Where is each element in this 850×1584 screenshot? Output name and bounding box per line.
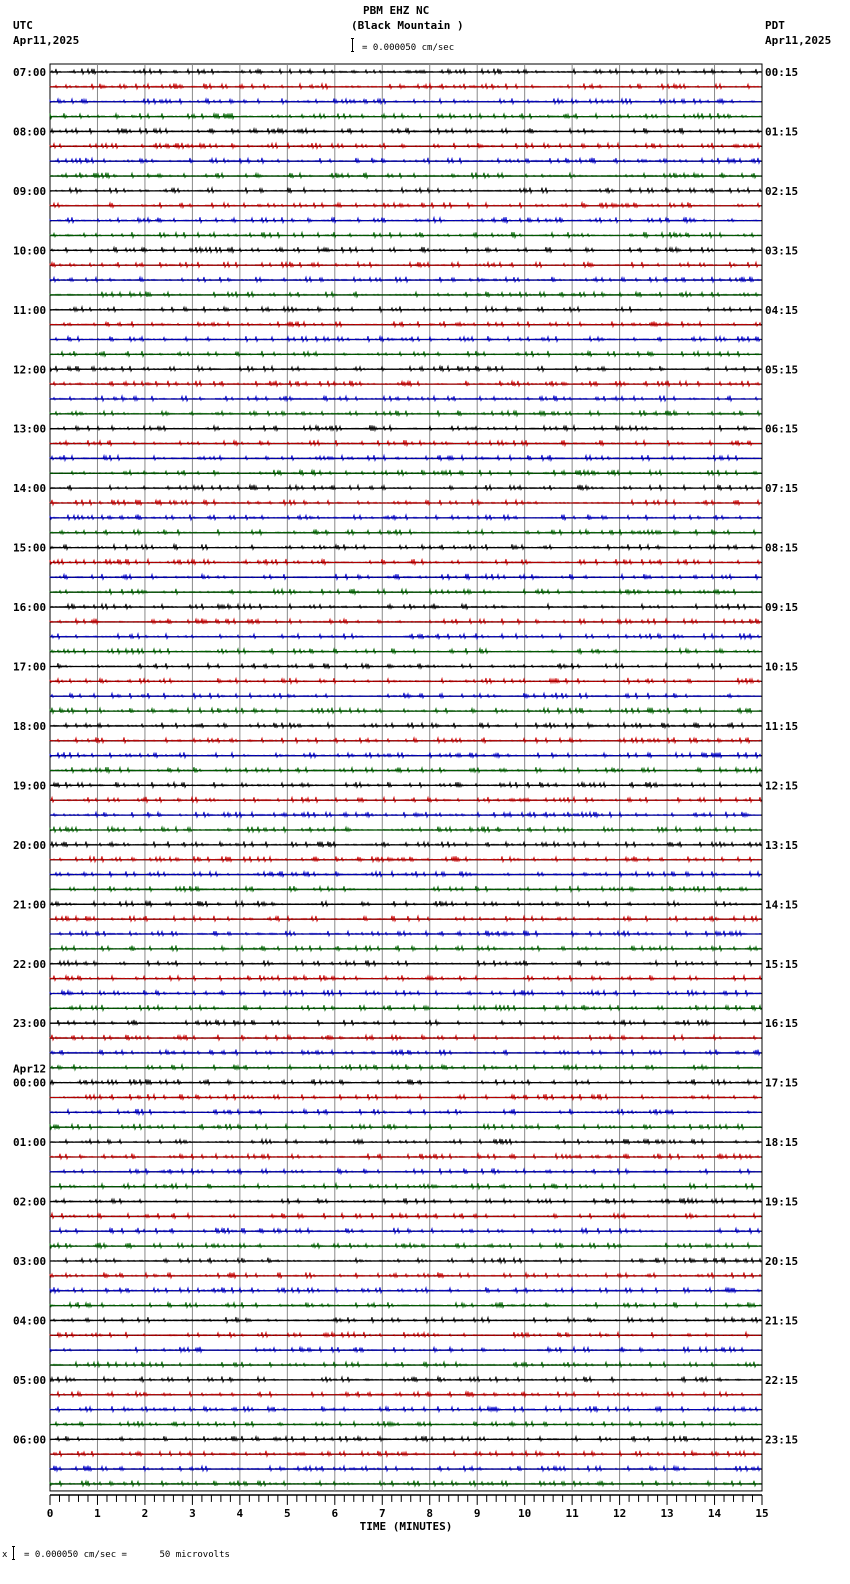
left-date: Apr11,2025 [13,34,80,47]
seismic-trace [50,663,761,668]
seismic-trace [50,1347,761,1353]
seismic-trace [50,841,761,847]
seismic-trace [50,1391,761,1396]
seismic-trace [50,708,761,714]
pdt-hour-label: 11:15 [765,719,799,733]
seismic-trace [50,366,761,372]
seismic-trace [50,1421,761,1426]
x-tick-label: 12 [612,1506,627,1520]
seismic-trace [50,321,761,327]
seismic-trace [50,1198,761,1203]
right-date: Apr11,2025 [765,34,832,47]
utc-hour-label: 14:00 [13,482,47,496]
seismic-trace [50,752,761,758]
seismic-trace [50,737,761,743]
seismic-trace [50,514,761,520]
x-tick-label: 7 [378,1506,386,1520]
right-timezone: PDT [765,19,785,32]
x-tick-label: 15 [755,1506,769,1520]
seismic-trace [50,871,761,876]
seismic-trace [50,589,761,595]
seismic-trace [50,1094,761,1100]
utc-hour-label: 20:00 [13,838,47,852]
seismic-trace [50,559,761,565]
x-tick-label: 10 [518,1506,532,1520]
seismic-trace [50,113,761,119]
x-tick-label: 5 [284,1506,291,1520]
seismic-trace [50,485,761,491]
seismic-trace [50,1436,761,1441]
seismic-trace [50,604,761,610]
seismic-trace [50,1466,761,1472]
seismic-trace [50,722,761,728]
pdt-hour-label: 16:15 [765,1017,799,1031]
utc-hour-label: 13:00 [13,422,47,436]
seismic-trace [50,529,761,535]
seismic-trace [50,1272,761,1278]
utc-hour-label: 19:00 [13,779,47,793]
station-location: (Black Mountain ) [351,19,464,32]
seismic-trace [50,1376,761,1382]
x-tick-label: 6 [331,1506,339,1520]
footer-marker: x [2,1550,8,1560]
seismic-trace [50,827,761,832]
x-tick-label: 2 [141,1506,149,1520]
seismic-trace [50,247,761,253]
utc-hour-label: 04:00 [13,1314,47,1328]
seismic-trace [50,1154,761,1160]
x-tick-label: 4 [236,1506,244,1520]
seismic-trace [50,336,761,342]
x-tick-label: 0 [46,1506,54,1520]
utc-hour-label: 17:00 [13,660,47,674]
pdt-hour-label: 07:15 [765,482,799,496]
seismic-trace [50,351,761,357]
seismic-trace [50,618,761,624]
seismic-trace [50,217,761,223]
seismic-trace [50,990,761,996]
x-tick-label: 14 [707,1506,722,1520]
seismic-trace [50,202,761,208]
seismic-trace [50,396,761,402]
utc-hour-label: 10:00 [13,244,47,258]
seismic-trace [50,574,761,580]
seismic-trace [50,1064,761,1070]
utc-hour-label: 05:00 [13,1373,47,1387]
seismic-trace [50,648,761,654]
utc-hour-label: 09:00 [13,184,47,198]
seismic-trace [50,1451,761,1457]
pdt-hour-label: 03:15 [765,244,799,258]
seismic-trace [50,158,761,164]
seismic-trace [50,262,761,268]
seismic-trace [50,69,761,75]
seismic-trace [50,856,761,862]
x-tick-label: 1 [94,1506,101,1520]
seismic-trace [50,187,761,193]
seismic-trace [50,1228,761,1234]
seismic-trace [50,1005,761,1011]
seismic-trace [50,143,761,149]
seismic-trace [50,812,761,818]
utc-hour-label: 21:00 [13,898,47,912]
utc-hour-label: 07:00 [13,66,47,79]
seismic-trace [50,693,761,699]
seismic-trace [50,1317,761,1323]
pdt-hour-label: 23:15 [765,1433,799,1447]
pdt-hour-label: 02:15 [765,184,799,198]
utc-hour-label: 23:00 [13,1017,47,1031]
utc-hour-label: 16:00 [13,601,47,615]
footer-scale-text: = 0.000050 cm/sec = 50 microvolts [24,1550,230,1560]
pdt-hour-label: 18:15 [765,1136,799,1150]
station-title: PBM EHZ NC [363,4,430,17]
utc-hour-label: 11:00 [13,303,47,317]
seismic-trace [50,945,761,951]
pdt-hour-label: 06:15 [765,422,799,436]
seismic-trace [50,1362,761,1367]
seismic-trace [50,797,761,802]
left-timezone: UTC [13,19,33,32]
seismic-trace [50,1302,761,1308]
seismic-trace [50,1243,761,1249]
seismic-trace [50,1480,761,1486]
pdt-hour-label: 00:15 [765,66,799,79]
seismic-trace [50,960,761,966]
x-tick-label: 3 [189,1506,196,1520]
seismic-trace [50,381,761,387]
seismic-trace [50,633,761,639]
pdt-hour-label: 20:15 [765,1255,799,1268]
seismic-trace [50,470,761,476]
seismic-trace [50,173,761,179]
seismic-trace [50,1020,761,1026]
seismic-trace [50,1258,761,1264]
pdt-hour-label: 08:15 [765,541,799,555]
seismic-trace [50,1035,761,1040]
utc-hour-label: 22:00 [13,957,47,971]
seismic-trace [50,931,761,937]
seismic-trace [50,1183,761,1189]
seismic-trace [50,1124,761,1130]
seismic-trace [50,410,761,416]
seismic-trace [50,1287,761,1293]
utc-hour-label: 06:00 [13,1433,47,1447]
seismic-trace [50,916,761,922]
seismic-trace [50,1109,761,1115]
pdt-hour-label: 01:15 [765,125,799,139]
utc-hour-label: 12:00 [13,363,47,377]
seismic-trace [50,1168,761,1174]
seismic-trace [50,1049,761,1055]
x-axis-title: TIME (MINUTES) [359,1519,453,1533]
utc-hour-label: 00:00 [13,1076,47,1090]
seismic-trace [50,440,761,446]
x-tick-label: 8 [426,1506,434,1520]
x-tick-label: 11 [565,1506,579,1520]
pdt-hour-label: 19:15 [765,1195,799,1209]
seismic-trace [50,1139,761,1144]
seismic-trace [50,544,761,549]
seismic-trace [50,767,761,773]
seismic-trace [50,886,761,892]
pdt-hour-label: 10:15 [765,660,799,674]
seismic-trace [50,975,761,981]
utc-hour-label: 01:00 [13,1136,47,1150]
pdt-hour-label: 22:15 [765,1373,799,1387]
seismic-trace [50,901,761,907]
seismic-trace [50,1332,761,1337]
seismic-trace [50,678,761,684]
seismic-trace [50,277,761,283]
seismic-trace [50,98,761,103]
pdt-hour-label: 21:15 [765,1314,799,1328]
utc-hour-label: 08:00 [13,125,47,139]
seismic-trace [50,291,761,297]
seismic-trace [50,1213,761,1218]
seismic-trace [50,500,761,506]
pdt-hour-label: 15:15 [765,957,799,971]
pdt-hour-label: 09:15 [765,601,799,615]
x-tick-label: 13 [660,1506,674,1520]
seismic-trace [50,782,761,788]
pdt-hour-label: 12:15 [765,779,799,793]
seismic-trace [50,1406,761,1412]
utc-hour-label: 15:00 [13,541,47,555]
utc-hour-label: 18:00 [13,719,47,733]
pdt-hour-label: 13:15 [765,838,799,852]
pdt-hour-label: 17:15 [765,1076,799,1090]
pdt-hour-label: 05:15 [765,363,799,377]
seismic-trace [50,232,761,238]
utc-hour-label: 03:00 [13,1255,47,1268]
footer-scale-bar-icon [12,1546,15,1560]
pdt-hour-label: 04:15 [765,303,799,317]
seismic-trace [50,455,761,461]
x-tick-label: 9 [473,1506,481,1520]
date-change-label: Apr12 [13,1062,47,1076]
seismic-trace [50,128,761,134]
seismic-trace [50,306,761,312]
seismic-trace [50,83,761,89]
utc-hour-label: 02:00 [13,1195,47,1209]
seismic-trace [50,425,761,431]
pdt-hour-label: 14:15 [765,898,799,912]
scale-text: = 0.000050 cm/sec [362,43,455,53]
seismic-trace [50,1079,761,1085]
